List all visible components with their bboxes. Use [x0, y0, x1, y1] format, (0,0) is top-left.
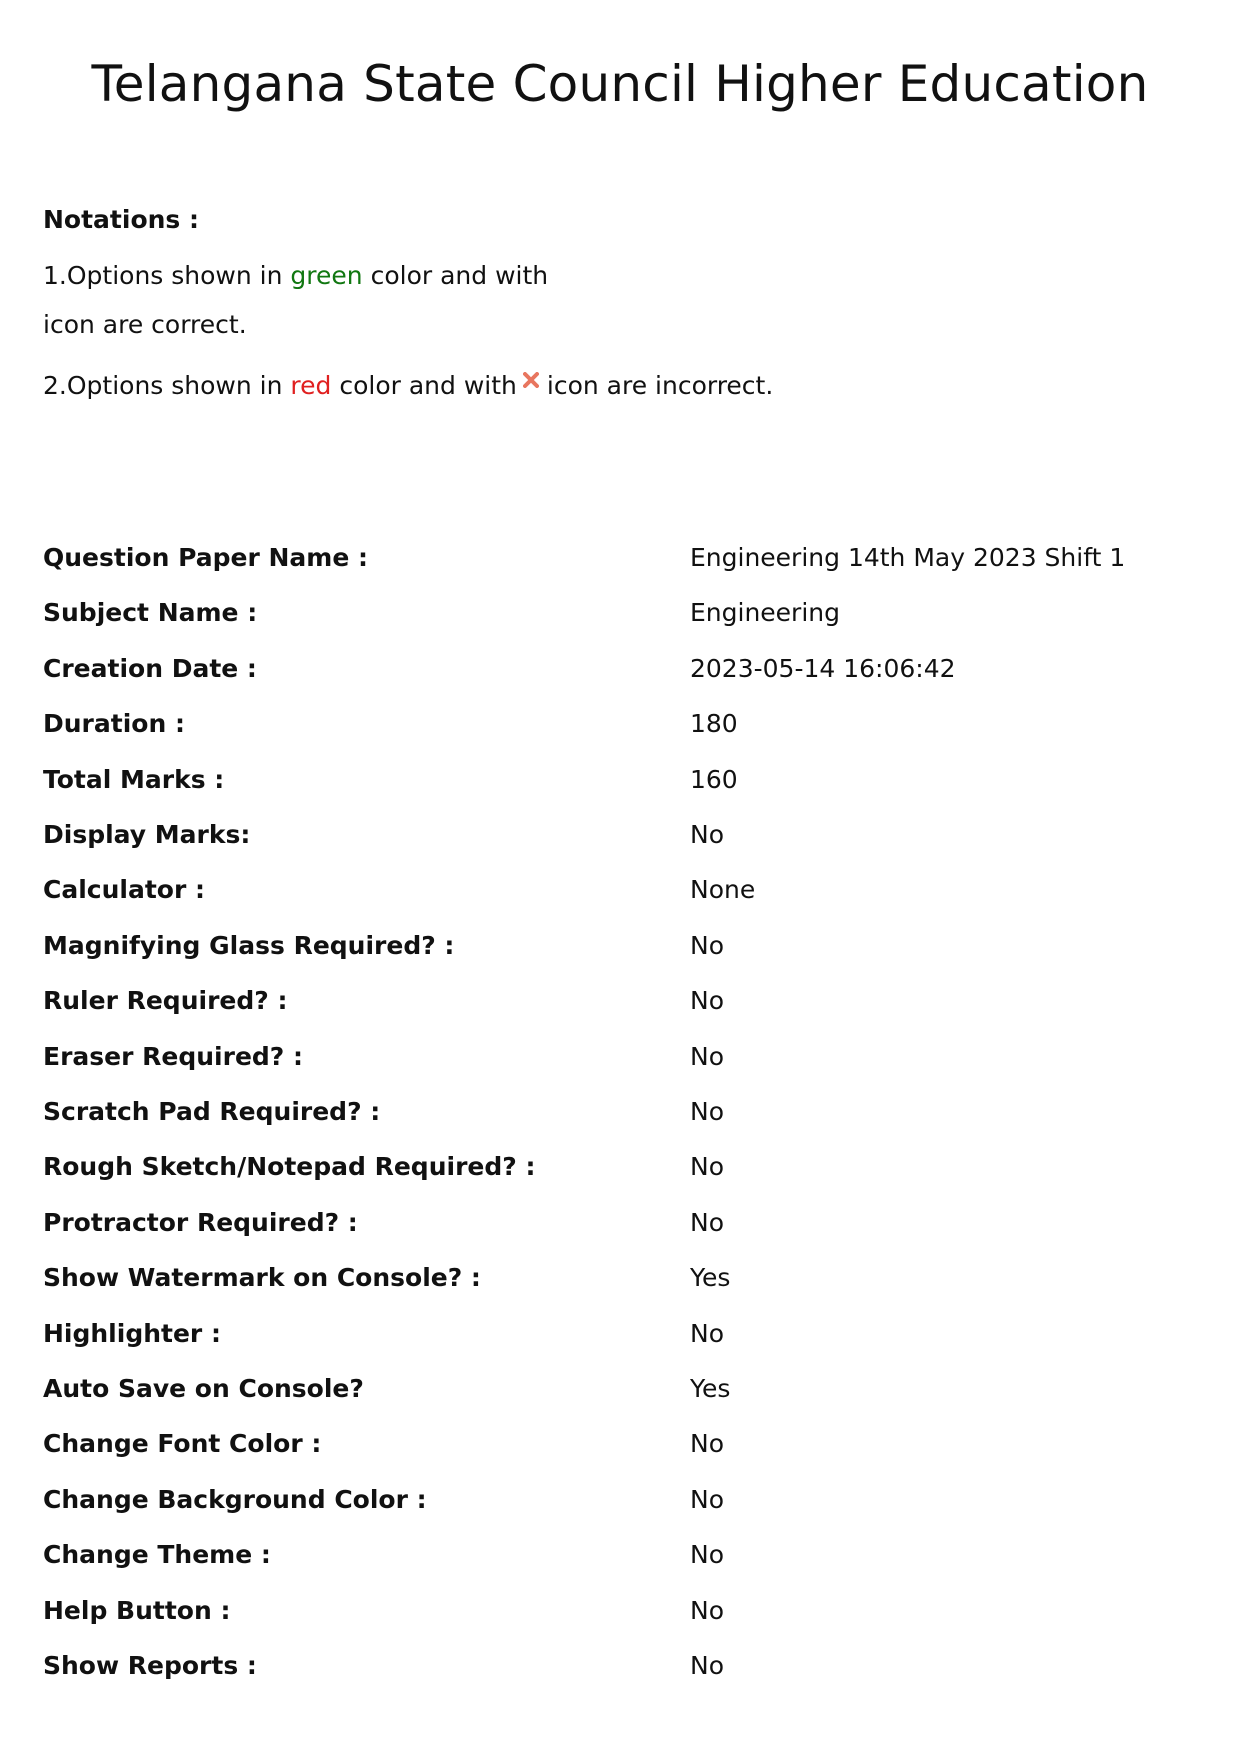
paper-info-value: No — [690, 1041, 724, 1071]
paper-info-label: Magnifying Glass Required? : — [43, 930, 455, 960]
paper-info-value: No — [690, 1540, 724, 1570]
paper-info-label: Auto Save on Console? — [43, 1374, 364, 1403]
paper-info-label: Calculator : — [43, 875, 205, 905]
paper-info-label: Protractor Required? : — [43, 1207, 358, 1237]
cross-icon — [523, 365, 539, 381]
notation-red-word: red — [290, 371, 332, 400]
paper-info-value: No — [690, 1484, 724, 1514]
paper-info-label: Change Font Color : — [43, 1429, 322, 1459]
paper-info-value: No — [690, 1318, 724, 1348]
paper-info-value: No — [690, 1429, 724, 1459]
paper-info-value: Yes — [690, 1374, 731, 1403]
paper-info-label: Highlighter : — [43, 1318, 221, 1348]
paper-info-label: Help Button : — [43, 1595, 231, 1625]
paper-info-row — [43, 1152, 1193, 1192]
paper-info-value: No — [690, 1595, 724, 1625]
paper-info-value: No — [690, 820, 724, 849]
paper-info-label: Change Theme : — [43, 1540, 271, 1570]
paper-info-value: No — [690, 930, 724, 960]
notation-correct-line — [43, 261, 548, 290]
notation-correct-prefix: 1.Options shown in — [43, 261, 283, 290]
notations-heading: Notations : — [43, 205, 199, 234]
notation-incorrect-prefix: 2.Options shown in — [43, 371, 283, 400]
paper-info-label: Change Background Color : — [43, 1484, 427, 1514]
paper-info-row — [43, 765, 1193, 805]
paper-info-label: Scratch Pad Required? : — [43, 1097, 381, 1126]
paper-info-value: Engineering 14th May 2023 Shift 1 — [690, 543, 1126, 572]
paper-info-label: Ruler Required? : — [43, 986, 288, 1016]
paper-info-value: No — [690, 1207, 724, 1237]
paper-info-label: Show Watermark on Console? : — [43, 1263, 481, 1293]
paper-info-row — [43, 986, 1193, 1026]
paper-info-row — [43, 654, 1193, 694]
paper-info-value: None — [690, 875, 756, 905]
paper-info-value: 180 — [690, 709, 738, 739]
paper-info-label: Creation Date : — [43, 653, 257, 683]
paper-info-value: Engineering — [690, 598, 840, 628]
notation-correct-suffix: color and with — [370, 261, 549, 290]
paper-info-row — [43, 1651, 1193, 1691]
paper-info-row — [43, 1374, 1193, 1414]
paper-info-label: Display Marks: — [43, 820, 251, 849]
notation-correct-continuation: icon are correct. — [43, 310, 247, 339]
paper-info-value: No — [690, 1651, 724, 1680]
paper-info-row — [43, 1319, 1193, 1359]
paper-info-row — [43, 1208, 1193, 1248]
paper-info-label: Question Paper Name : — [43, 543, 368, 572]
notation-green-word: green — [290, 261, 363, 290]
paper-info-value: No — [690, 986, 724, 1016]
paper-info-value: No — [690, 1152, 724, 1182]
paper-info-row — [43, 709, 1193, 749]
paper-info-row — [43, 875, 1193, 915]
paper-info-row — [43, 1485, 1193, 1525]
paper-info-row — [43, 1429, 1193, 1469]
paper-info-label: Subject Name : — [43, 598, 258, 628]
paper-info-value: 2023-05-14 16:06:42 — [690, 653, 956, 683]
paper-info-value: 160 — [690, 764, 738, 794]
paper-info-row — [43, 1042, 1193, 1082]
paper-info-label: Rough Sketch/Notepad Required? : — [43, 1152, 536, 1182]
paper-info-label: Eraser Required? : — [43, 1041, 303, 1071]
paper-info-value: No — [690, 1097, 724, 1126]
paper-info-value: Yes — [690, 1263, 731, 1293]
paper-info-label: Total Marks : — [43, 764, 225, 794]
paper-info-label: Show Reports : — [43, 1651, 257, 1680]
paper-info-row — [43, 543, 1193, 583]
notation-incorrect-line — [43, 365, 773, 400]
paper-info-row — [43, 820, 1193, 860]
paper-info-row — [43, 1596, 1193, 1636]
paper-info-row — [43, 931, 1193, 971]
notation-incorrect-suffix: icon are incorrect. — [546, 371, 774, 400]
paper-info-label: Duration : — [43, 709, 185, 739]
paper-info-row — [43, 1097, 1193, 1137]
paper-info-row — [43, 1540, 1193, 1580]
paper-info-row — [43, 1263, 1193, 1303]
page-title: Telangana State Council Higher Education — [91, 55, 1149, 113]
notation-incorrect-mid: color and with — [339, 371, 517, 400]
paper-info-row — [43, 598, 1193, 638]
